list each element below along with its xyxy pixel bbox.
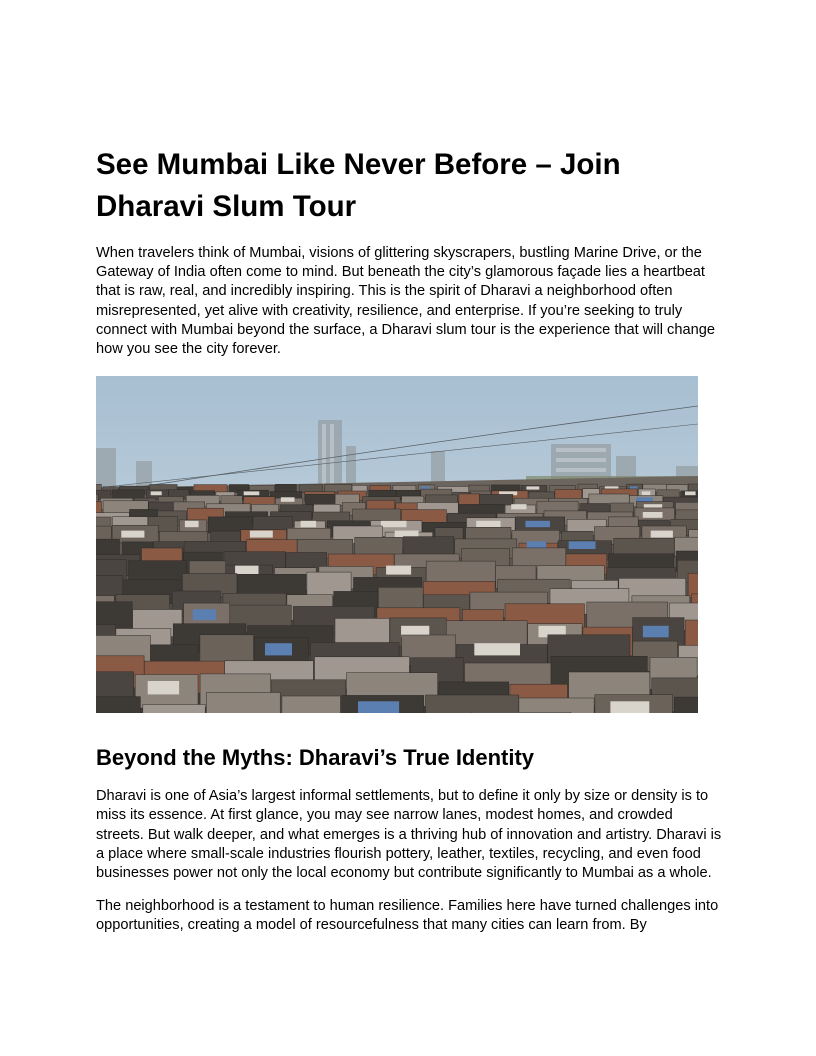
tarp-shape (569, 542, 596, 550)
tarp-shape (381, 521, 407, 527)
tarp-shape (265, 643, 292, 655)
tarp-shape (526, 487, 539, 490)
document-page (96, 144, 722, 936)
tarp-shape (643, 626, 669, 638)
tarp-shape (281, 498, 295, 503)
intro-paragraph: When travelers think of Mumbai, visions of glittering skyscrapers, bustling Marine Drive, or the Gateway of India often come to mind. But beneath the city’s glamorous façade lies a heartbeat that is raw, real, and incredibly inspiring. This is the spirit of Dharavi a neighborhood often misrepresented, yet alive with creativity, resilience, and enterprise. If you’re seeking to truly connect with Mumbai beyond the surface, a Dharavi slum tour is the experience that will change how you see the city forever. (96, 245, 715, 358)
tarp-shape (476, 521, 500, 527)
rooftop-shape (519, 698, 594, 713)
rooftop-shape (305, 495, 334, 506)
tarp-shape (643, 512, 663, 518)
dharavi-aerial-photo (96, 376, 698, 713)
rooftop-shape (143, 705, 205, 714)
tarp-shape (474, 643, 520, 655)
body-paragraph-2: The neighborhood is a testament to human resilience. Families here have turned challenges into opportunities, creating a model of resourcefulness that many cities can learn from. By (96, 898, 719, 934)
tarp-shape (235, 566, 258, 575)
tarp-shape (148, 681, 179, 694)
rooftop-shape (459, 494, 480, 505)
rooftop-shape (206, 693, 280, 714)
page-title: See Mumbai Like Never Before – Join Dharavi Slum Tour (96, 148, 621, 223)
tarp-shape (250, 531, 273, 538)
tarp-shape (386, 566, 411, 575)
tarp-shape (610, 702, 649, 714)
tarp-shape (642, 492, 651, 496)
tarp-shape (244, 492, 260, 496)
tarp-shape (526, 521, 551, 527)
rooftop-shape (96, 697, 140, 713)
tarp-shape (511, 504, 526, 509)
rooftop-shape (426, 561, 495, 583)
rooftop-shape (555, 490, 582, 500)
tarp-shape (651, 531, 673, 538)
rooftop-shape (275, 485, 296, 493)
body-paragraph-1: Dharavi is one of Asia’s largest informal settlements, but to define it only by size or density is to miss its essence. At first glance, you may see narrow lanes, modest homes, and crowded streets. But walk deeper, and what emerges is a thriving hub of innovation and artistry. Dharavi is a place where small-scale industries flourish pottery, leather, textiles, recycling, and even food businesses power not only the local economy but contribute significantly to Mumbai as a whole. (96, 788, 722, 882)
tarp-shape (636, 498, 653, 503)
rooftop-shape (403, 537, 454, 556)
section-heading: Beyond the Myths: Dharavi’s True Identity (96, 745, 535, 771)
rooftop-shape (426, 695, 519, 713)
rooftop-shape (282, 696, 341, 713)
tarp-shape (685, 492, 696, 496)
rooftop-shape (472, 713, 571, 714)
rooftop-shape (355, 538, 403, 557)
rooftop-shape (480, 495, 513, 506)
tarp-shape (358, 702, 399, 714)
rooftop-shape (685, 620, 698, 649)
tarp-shape (193, 610, 216, 621)
rooftop-shape (674, 697, 698, 713)
tarp-shape (151, 492, 162, 496)
tarp-shape (121, 531, 144, 538)
tarp-shape (301, 521, 316, 527)
tarp-shape (185, 521, 199, 527)
